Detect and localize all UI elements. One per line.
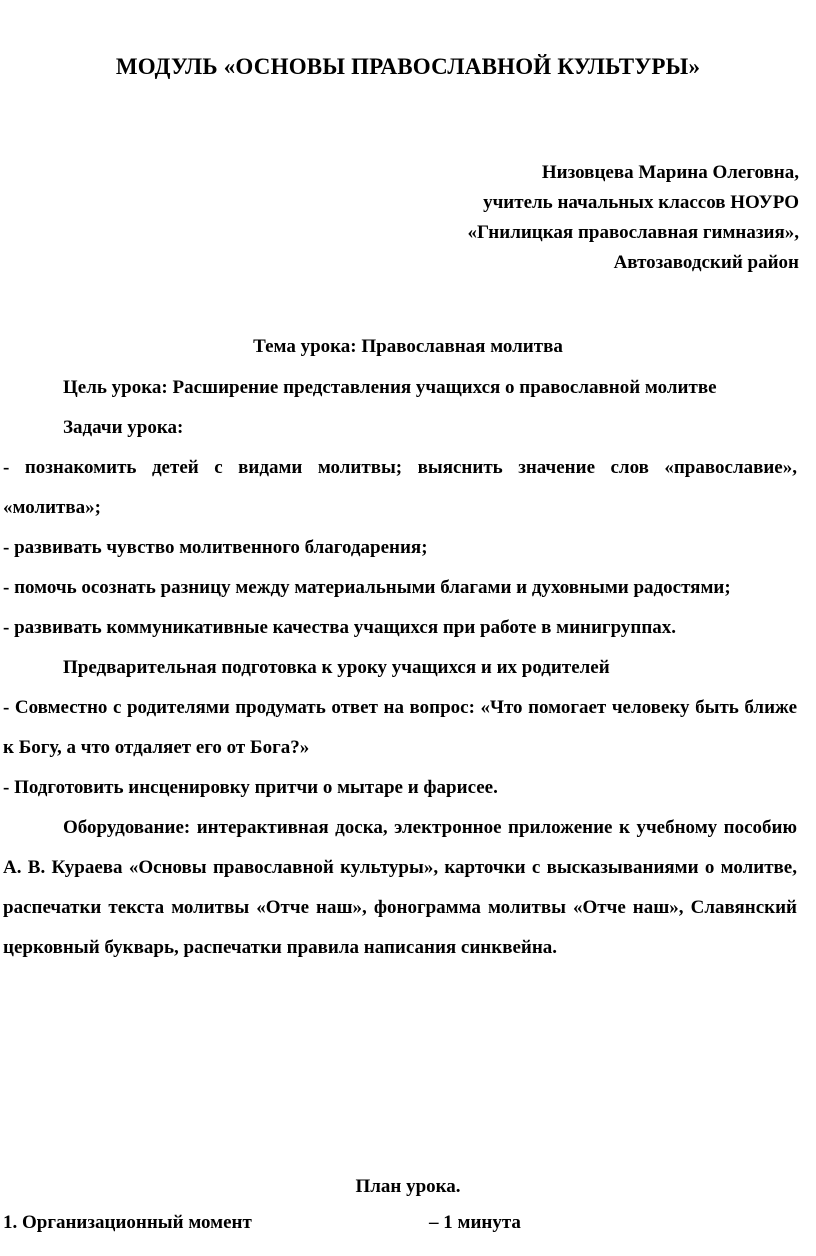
author-name: Низовцева Марина Олеговна, xyxy=(541,162,799,183)
task-item: - развивать коммуникативные качества учащихся при работе в минигруппах. xyxy=(3,617,677,638)
tasks-label: Задачи урока: xyxy=(63,417,184,438)
preparation-label-suffix: учащихся и их родителей xyxy=(387,657,610,678)
plan-row xyxy=(3,1212,797,1242)
author-school: «Гнилицкая православная гимназия», xyxy=(467,222,799,243)
preparation-label: Предварительная подготовка к уроку xyxy=(63,657,388,678)
author-position: учитель начальных классов НОУРО xyxy=(483,192,799,213)
goal-label: Цель урока: xyxy=(63,377,168,398)
plan-item-label: 1. Организационный момент xyxy=(3,1212,252,1233)
equipment-paragraph xyxy=(3,808,797,968)
goal-text: Расширение представления учащихся о православной молитве xyxy=(167,377,717,398)
document-title: МОДУЛЬ «ОСНОВЫ ПРАВОСЛАВНОЙ КУЛЬТУРЫ» xyxy=(115,54,701,79)
preparation-item: - Совместно с родителями продумать ответ на вопрос: «Что помогает человеку быть ближе к Богу, а что отдаляет его от Бога?» xyxy=(3,697,797,758)
lesson-goal xyxy=(3,368,797,408)
preparation-item: - Подготовить инсценировку притчи о мытаре и фарисее. xyxy=(3,777,498,798)
task-item: - развивать чувство молитвенного благодарения; xyxy=(3,537,428,558)
task-item: - помочь осознать разницу между материальными благами и духовными радостями; xyxy=(3,577,731,598)
plan-item-duration: – 1 минута xyxy=(429,1212,521,1233)
task-item: - познакомить детей с видами молитвы; выяснить значение слов «православие», «молитва»; xyxy=(3,457,797,518)
author-district: Автозаводский район xyxy=(613,252,799,273)
lesson-body xyxy=(3,368,797,968)
plan-title: План урока. xyxy=(355,1176,461,1197)
lesson-topic: Тема урока: Православная молитва xyxy=(253,336,563,357)
equipment-text: интерактивная доска, электронное приложение к учебному пособию А. В. Кураева «Основы православной культуры», карточки с высказываниями о молитве, распечатки текста молитвы «Отче наш», фонограмма молитвы «Отче наш», Славянский церковный букварь, распечатки правила написания синквейна. xyxy=(3,817,797,958)
author-block xyxy=(199,158,799,278)
preparation-heading xyxy=(3,648,797,688)
equipment-label: Оборудование: xyxy=(63,817,191,838)
